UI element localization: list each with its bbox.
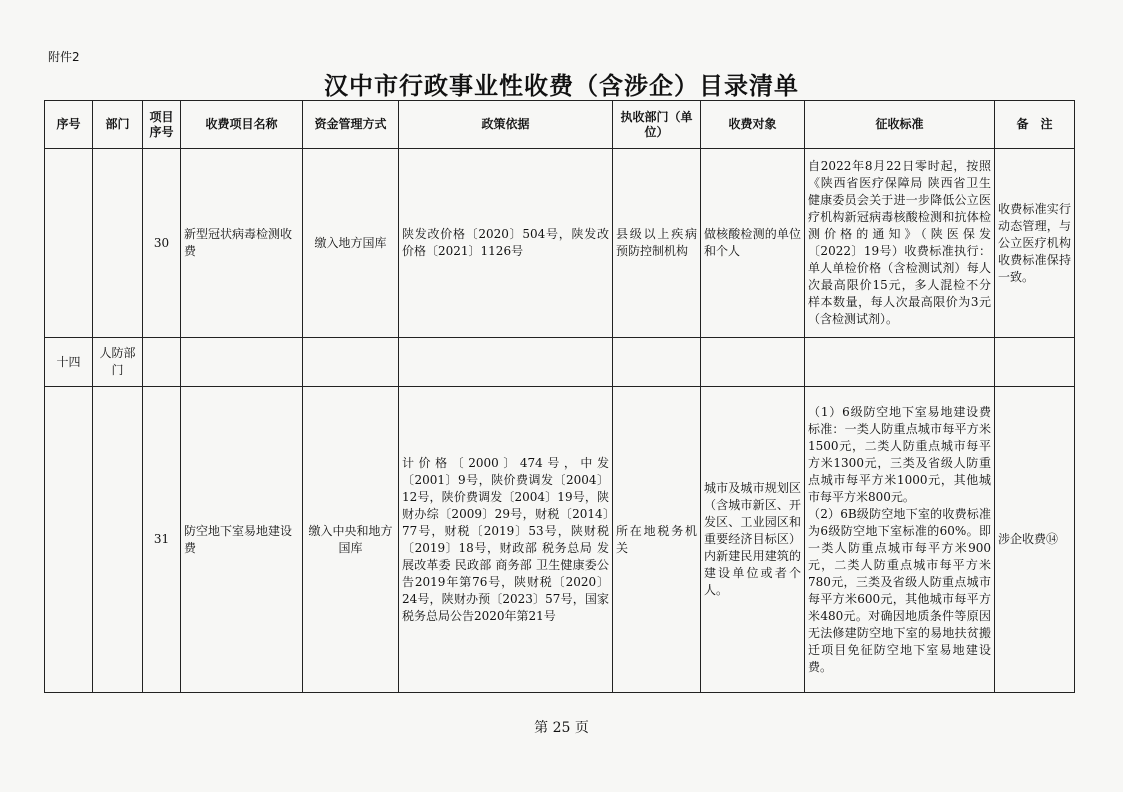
cell-item-name [181,338,303,387]
cell-standard [805,338,995,387]
fee-catalog-table [44,100,1075,693]
cell-target: 做核酸检测的单位和个人 [701,149,805,338]
cell-fund [303,338,399,387]
table-row [45,338,1075,387]
cell-dept [93,387,143,693]
page-number: 第 25 页 [534,720,589,736]
cell-remark [995,338,1075,387]
cell-remark: 收费标准实行动态管理，与公立医疗机构收费标准保持一致。 [995,149,1075,338]
cell-item-name: 防空地下室易地建设费 [181,387,303,693]
cell-target [701,338,805,387]
cell-dept: 人防部门 [93,338,143,387]
cell-target: 城市及城市规划区（含城市新区、开发区、工业园区和重要经济目标区）内新建民用建筑的建设单位或者个人。 [701,387,805,693]
table-row [45,387,1075,693]
cell-item-no: 31 [143,387,181,693]
cell-collector: 所在地税务机关 [613,387,701,693]
standard-paragraph: （2）6B级防空地下室的收费标准为6级防空地下室标准的60%。即一类人防重点城市每平方米900元，二类人防重点城市每平方米780元，三类及省级人防重点城市每平方米600元，其他城市每平方米480元。对确因地质条件等原因无法修建防空地下室的易地扶贫搬迁项目免征防空地下室易地建设费。 [808,506,991,674]
header-dept: 部门 [93,101,143,149]
header-seq: 序号 [45,101,93,149]
cell-seq [45,149,93,338]
cell-standard [805,387,995,693]
cell-item-name: 新型冠状病毒检测收费 [181,149,303,338]
cell-fund: 缴入中央和地方国库 [303,387,399,693]
header-fund: 资金管理方式 [303,101,399,149]
header-target: 收费对象 [701,101,805,149]
cell-policy [399,338,613,387]
cell-remark: 涉企收费⑭ [995,387,1075,693]
header-policy: 政策依据 [399,101,613,149]
document-title: 汉中市行政事业性收费（含涉企）目录清单 [324,71,799,100]
cell-collector: 县级以上疾病预防控制机构 [613,149,701,338]
cell-standard: 自2022年8月22日零时起，按照《陕西省医疗保障局 陕西省卫生健康委员会关于进一步降低公立医疗机构新冠病毒核酸检测和抗体检测价格的通知》（陕医保发〔2022〕19号）收费标准执行：单人单检价格（含检测试剂）每人次最高限价15元，多人混检不分样本数量，每人次最高限价为3元（含检测试剂）。 [805,149,995,338]
table-row [45,149,1075,338]
header-standard: 征收标准 [805,101,995,149]
cell-policy: 计价格〔2000〕474号，中发〔2001〕9号，陕价费调发〔2004〕12号，陕价费调发〔2004〕19号，陕财办综〔2009〕29号，财税〔2014〕77号，财税〔2019〕53号，陕财税〔2019〕18号，财政部 税务总局 发展改革委 民政部 商务部 卫生健康委公告2019年第76号，陕财税〔2020〕24号，陕财办预〔2023〕57号，国家税务总局公告2020年第21号 [399,387,613,693]
cell-seq: 十四 [45,338,93,387]
header-item-name: 收费项目名称 [181,101,303,149]
cell-item-no [143,338,181,387]
cell-dept [93,149,143,338]
attachment-label: 附件2 [48,50,80,64]
cell-item-no: 30 [143,149,181,338]
cell-seq [45,387,93,693]
header-remark: 备 注 [995,101,1075,149]
cell-collector [613,338,701,387]
cell-policy: 陕发改价格〔2020〕504号，陕发改价格〔2021〕1126号 [399,149,613,338]
header-collector: 执收部门（单位） [613,101,701,149]
header-row [45,101,1075,149]
cell-fund: 缴入地方国库 [303,149,399,338]
standard-paragraph: （1）6级防空地下室易地建设费标准：一类人防重点城市每平方米1500元，二类人防重点城市每平方米1300元，三类及省级人防重点城市每平方米1000元，其他城市每平方米800元。 [808,404,991,504]
header-item-no: 项目序号 [143,101,181,149]
